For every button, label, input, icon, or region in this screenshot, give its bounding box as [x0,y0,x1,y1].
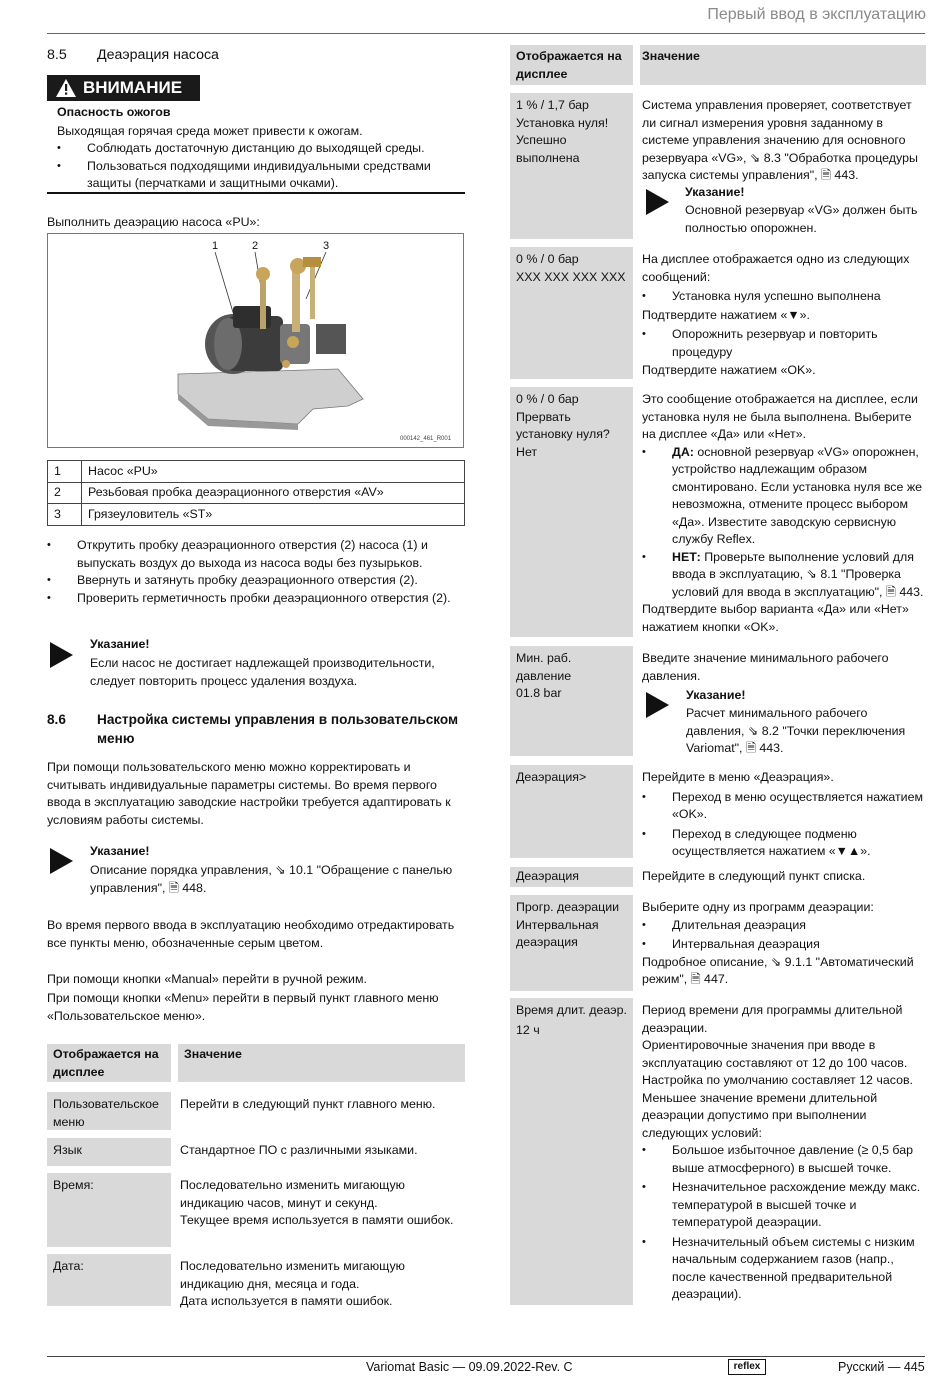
display-cell [510,93,633,239]
note-text: Расчет минимального рабочего давления, ⇘ 8.2 "Точки переключения Variomat", 🗎 443. [686,706,906,755]
display-cell [510,765,633,858]
warning-icon [55,78,77,98]
list-item: • Опорожнить резервуар и повторить процедуру [642,326,924,361]
display-cell [510,998,633,1305]
choice-text: основной резервуар «VG» опорожнен, устройство надлежащим образом смонтировано. Если установка нуля все же невозможна, отмените процесс выбором «Да». Известите заводскую сервисную службу Reflex. [672,444,923,546]
value-cell: Перейти в следующий пункт главного меню. [180,1097,436,1111]
list-item [642,549,924,602]
note-title: Указание! [90,844,150,858]
value-text: Период времени для программы длительной деаэрации. [642,1003,903,1035]
warning-badge [47,75,200,101]
footer-doc-info: Variomat Basic — 09.09.2022-Rev. C [366,1360,573,1374]
value-text: Ориентировочные значения при вводе в эксплуатацию составляют от 12 до 100 часов. [642,1038,908,1070]
list-item: • Установка нуля успешно выполнена [642,288,924,306]
column-header: Отображается на дисплее [510,45,633,85]
display-line: Успешно [516,133,567,147]
footer-rule [47,1356,925,1357]
table-header-row [47,1044,465,1082]
display-line: давление [516,668,572,683]
display-cell: Дата: [47,1254,171,1306]
value-cell [178,1173,465,1234]
table-row [48,482,465,504]
value-text: Меньшее значение времени длительной деаэрации допустимо при выполнении следующих условий: [642,1090,878,1140]
section-title: Деаэрация насоса [97,47,219,63]
table-row [510,895,926,991]
table-row [510,867,926,887]
list-item: • Пользоваться подходящими индивидуальными средствами защиты (перчатками и защитными очками). [57,158,462,193]
table-row [48,461,465,483]
value-line: Дата используется в памяти ошибок. [180,1294,393,1308]
note-arrow-icon [646,692,669,718]
display-line: Нет [516,444,538,459]
value-cell [640,646,926,689]
display-line: 0 % / 0 бар [516,392,579,406]
warning-label: ВНИМАНИЕ [83,78,183,97]
display-line: Прогр. деаэрации [516,900,620,914]
note-arrow-icon [50,848,73,874]
note-title: Указание! [90,637,150,651]
value-text: Подтвердите выбор варианта «Да» или «Нет» нажатием кнопки «OK». [642,602,909,634]
value-text: Введите значение минимального рабочего давления. [642,651,889,683]
value-text: Система управления проверяет, соответствует ли сигнал измерения уровня заданному в системе управления значению для основного резервуара «VG», ⇘ 8.3 "Обработка процедуры запуска системы управления", 🗎 443. [642,98,918,182]
figure-code: 000142_461_R001 [400,436,452,442]
figure-legend-table [47,460,465,526]
note-arrow-icon [646,189,669,215]
value-text: Подробное описание, ⇘ 9.1.1 "Автоматический режим", 🗎 447. [642,954,914,986]
callout-1: 1 [212,240,219,252]
value-line: Последовательно изменить мигающую индикацию дня, месяца и года. [180,1259,405,1291]
display-line: 1 % / 1,7 бар [516,98,589,112]
table-header-row [510,45,926,85]
display-line: 12 ч [516,1022,540,1037]
display-cell [510,867,633,887]
display-cell: Язык [47,1138,171,1166]
list-item: • Проверить герметичность пробки деаэрационного отверстия (2). [47,590,457,608]
legend-text: Резьбовая пробка деаэрационного отверстия «AV» [82,482,465,504]
pump-assembly-illustration [48,234,463,447]
hazard-list [57,140,462,193]
display-line: Мин. раб. [516,651,572,665]
header-rule [47,33,925,34]
column-header: Отображается на дисплее [47,1044,171,1082]
display-line: деаэрация [516,935,578,949]
table-row [510,247,926,379]
display-cell [510,247,633,379]
pump-deaeration-intro: Выполнить деаэрацию насоса «PU»: [47,215,260,229]
legend-num: 2 [48,482,82,504]
list-item [642,444,924,549]
footer-page-number: Русский — 445 [838,1360,925,1374]
choice-label: НЕТ: [672,549,701,564]
display-line: XXX XXX XXX XXX [516,269,626,284]
display-cell [510,387,633,637]
value-text: Это сообщение отображается на дисплее, если установка нуля не была выполнена. Выберите на дисплее «Да» или «Нет». [642,392,918,441]
table-row [47,1254,465,1306]
message-list [642,288,924,306]
paragraph: Во время первого ввода в эксплуатацию необходимо отредактировать все пункты меню, обозначенные серым цветом. [47,918,455,950]
note-text: Если насос не достигает надлежащей производительности, следует повторить процесс удаления воздуха. [90,656,435,688]
legend-num: 3 [48,504,82,526]
display-line: выполнена [516,150,580,165]
callout-3: 3 [323,240,330,252]
commissioning-menu-table [510,45,926,1307]
reflex-logo: reflex [728,1359,766,1375]
display-cell [510,646,633,756]
paragraph: При помощи кнопки «Menu» перейти в первый пункт главного меню «Пользовательское меню». [47,991,439,1023]
section-title: Настройка системы управления в пользовательском меню [97,712,459,746]
table-row [47,1092,465,1130]
list-item: • Большое избыточное давление (≥ 0,5 бар выше атмосферного) в высшей точке. [642,1142,924,1177]
choice-text: Проверьте выполнение условий для ввода в эксплуатацию, ⇘ 8.1 "Проверка условий для ввода в эксплуатацию", 🗎 443. [672,549,924,599]
message-list [642,326,924,361]
running-header-title: Первый ввод в эксплуатацию [707,6,926,23]
section-8-6-heading [47,710,467,748]
note-arrow-icon [50,642,73,668]
value-cell [640,867,926,890]
table-row [510,765,926,858]
choice-label: ДА: [672,444,694,459]
note-text: Основной резервуар «VG» должен быть полностью опорожнен. [685,203,918,235]
program-list [642,917,924,954]
list-item: • Длительная деаэрация [642,917,924,935]
note-title: Указание! [685,185,745,199]
value-cell [640,387,926,640]
list-item: • Незначительное расхождение между макс. температурой в высшей точке и температурой деаэрации. [642,1179,924,1232]
note-text: Описание порядка управления, ⇘ 10.1 "Обращение с панелью управления", 🗎 448. [90,863,453,895]
value-cell [640,895,926,993]
column-header: Значение [640,45,926,85]
value-text: Перейдите в меню «Деаэрация». [642,770,834,784]
display-line: Время длит. деаэр. [516,1003,627,1017]
table-row [510,646,926,756]
paragraph: При помощи кнопки «Manual» перейти в ручной режим. [47,972,367,986]
display-line: 01.8 bar [516,686,562,700]
table-row [47,1138,465,1166]
value-cell [178,1254,465,1315]
user-menu-table [47,1044,465,1306]
value-line: Последовательно изменить мигающую индикацию часов, минут и секунд. [180,1178,405,1210]
section-number: 8.6 [47,712,66,727]
menu-hint-list [642,789,924,861]
table-row [47,1173,465,1247]
list-item: • Открутить пробку деаэрационного отверстия (2) насоса (1) и выпускать воздух до выхода из насоса воды без пузырьков. [47,537,457,572]
display-cell: Пользовательское меню [47,1092,171,1130]
legend-num: 1 [48,461,82,483]
value-cell [640,93,926,189]
display-line: Прервать [516,409,571,424]
list-item: • Интервальная деаэрация [642,936,924,954]
list-item: • Переход в следующее подменю осуществляется нажатием «▼▲». [642,826,924,861]
value-cell: Стандартное ПО с различными языками. [180,1143,418,1157]
note-title: Указание! [686,688,746,702]
value-text: Подтвердите нажатием «▼». [642,307,810,322]
user-menu-intro: При помощи пользовательского меню можно корректировать и считывать индивидуальные параметры системы. Во время первого ввода в эксплуатацию заводские настройки требуется адаптировать к условиям работы системы. [47,760,451,827]
display-cell: Время: [47,1173,171,1247]
callout-2: 2 [252,240,259,252]
warning-rule [47,192,465,194]
section-number: 8.5 [47,47,67,63]
list-item: • Соблюдать достаточную дистанцию до выходящей среды. [57,140,462,158]
condition-list [642,1142,924,1304]
value-text: Настройка по умолчанию составляет 12 часов. [642,1073,913,1087]
value-cell [640,998,926,1308]
display-line: Деаэрация> [516,770,587,784]
hazard-text: Выходящая горячая среда может привести к ожогам. [57,124,363,138]
choice-list [642,444,924,602]
list-item: • Незначительный объем системы с низким начальным содержанием газов (напр., после качественной предварительной деаэрации). [642,1234,924,1304]
value-cell [640,247,926,384]
value-text: Подтвердите нажатием «OK». [642,363,816,377]
deaeration-steps [47,537,457,607]
value-line: Текущее время используется в памяти ошибок. [180,1213,454,1227]
column-header: Значение [178,1044,465,1082]
hazard-title: Опасность ожогов [57,105,171,119]
table-row [510,93,926,239]
list-item: • Переход в меню осуществляется нажатием «OK». [642,789,924,824]
table-row [510,998,926,1305]
section-8-5-heading [47,46,219,65]
display-line: установку нуля? [516,427,610,441]
table-row [510,387,926,637]
legend-text: Грязеуловитель «ST» [82,504,465,526]
value-cell [640,765,926,865]
display-cell [510,895,633,991]
display-line: Установка нуля! [516,115,609,130]
value-text: На дисплее отображается одно из следующих сообщений: [642,252,910,284]
value-text: Перейдите в следующий пункт списка. [642,869,866,883]
legend-text: Насос «PU» [82,461,465,483]
display-line: 0 % / 0 бар [516,252,579,266]
display-line: Деаэрация [516,869,580,883]
display-line: Интервальная [516,917,599,932]
list-item: • Ввернуть и затянуть пробку деаэрационного отверстия (2). [47,572,457,590]
table-row [48,504,465,526]
value-text: Выберите одну из программ деаэрации: [642,900,874,914]
pump-figure [47,233,464,448]
